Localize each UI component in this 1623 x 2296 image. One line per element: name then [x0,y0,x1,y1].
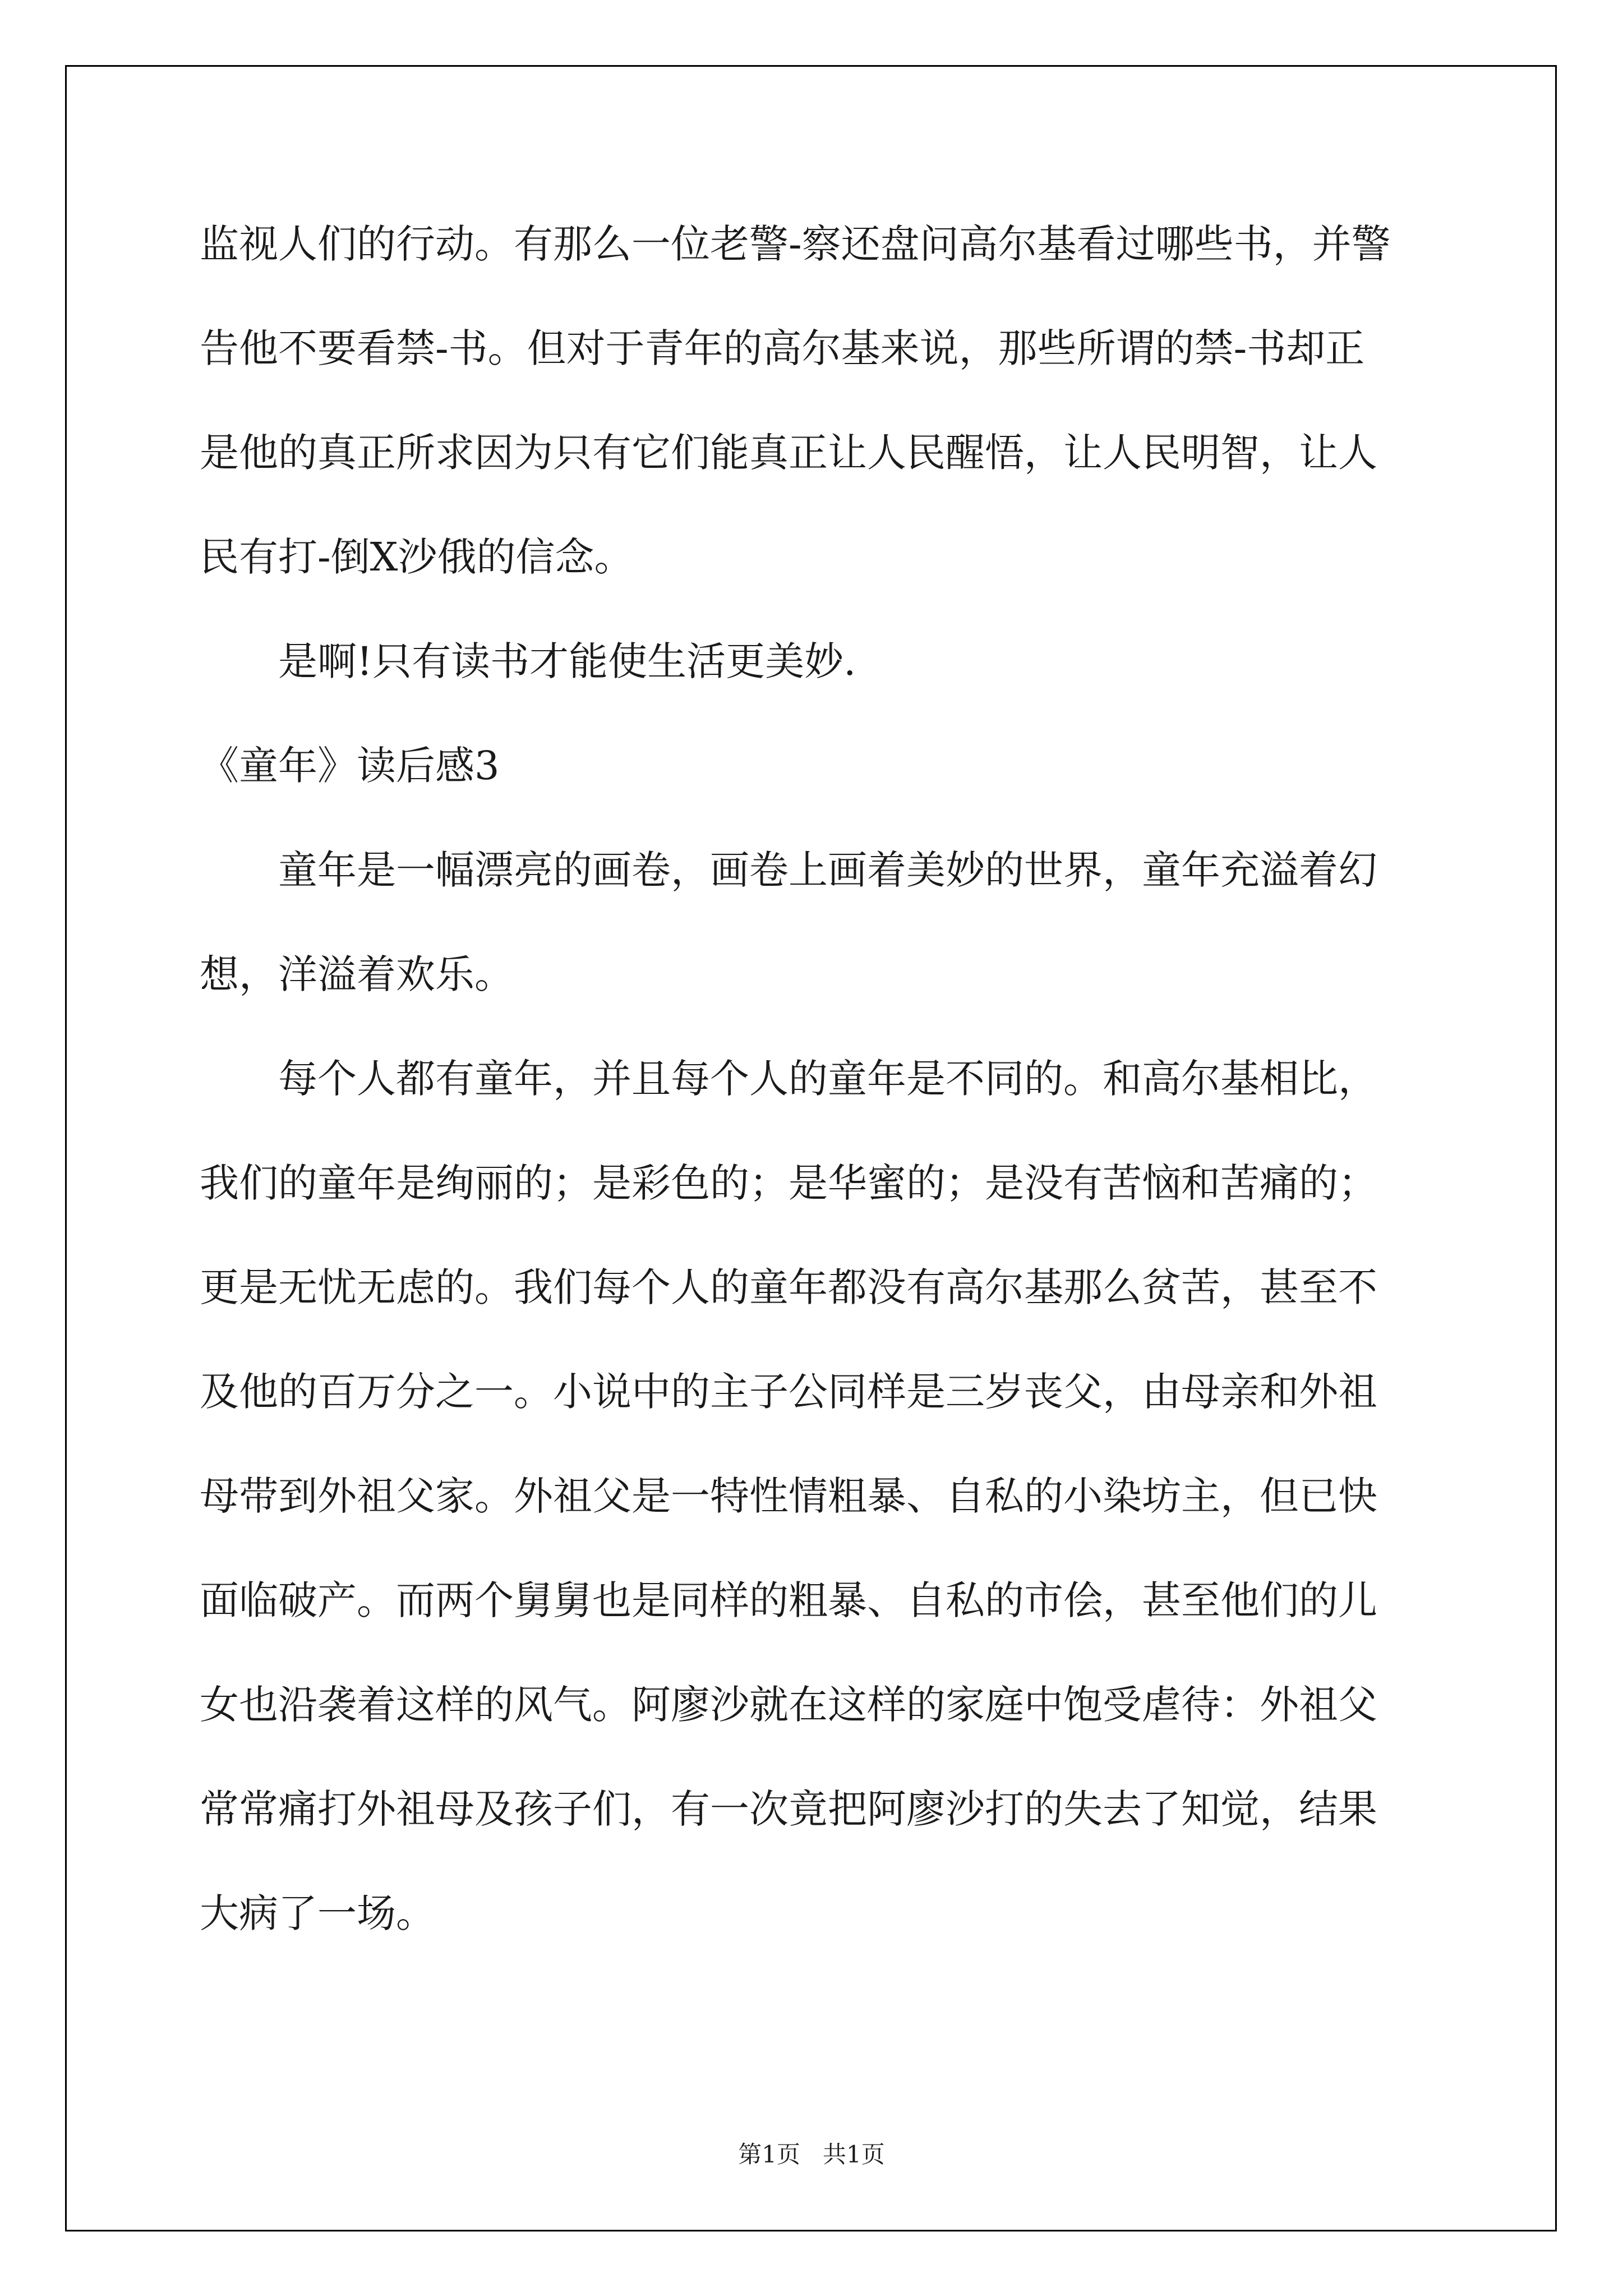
text-line: 我们的童年是绚丽的；是彩色的；是华蜜的；是没有苦恼和苦痛的； [200,1160,1377,1206]
text-line: 常常痛打外祖母及孩子们，有一次竟把阿廖沙打的失去了知觉，结果 [200,1786,1377,1832]
text-line: 监视人们的行动。有那么一位老警-察还盘问高尔基看过哪些书，并警 [200,221,1391,267]
text-line: 女也沿袭着这样的风气。阿廖沙就在这样的家庭中饱受虐待：外祖父 [200,1682,1377,1728]
text-line: 每个人都有童年，并且每个人的童年是不同的。和高尔基相比， [278,1056,1377,1102]
section-heading: 《童年》读后感3 [200,743,500,789]
page-number: 第1页 共1页 [738,2141,885,2168]
text-line: 是啊!只有读书才能使生活更美妙. [278,638,856,684]
text-line: 母带到外祖父家。外祖父是一特性情粗暴、自私的小染坊主，但已快 [200,1473,1377,1519]
text-line: 面临破产。而两个舅舅也是同样的粗暴、自私的市侩，甚至他们的儿 [200,1577,1377,1623]
text-line: 是他的真正所求因为只有它们能真正让人民醒悟，让人民明智，让人 [200,430,1377,476]
text-line: 及他的百万分之一。小说中的主子公同样是三岁丧父，由母亲和外祖 [200,1369,1377,1415]
page-footer [0,2143,1623,2166]
text-line: 童年是一幅漂亮的画卷，画卷上画着美妙的世界，童年充溢着幻 [278,847,1377,893]
text-line: 大病了一场。 [200,1890,435,1936]
text-line: 更是无忧无虑的。我们每个人的童年都没有高尔基那么贫苦，甚至不 [200,1264,1377,1310]
text-line: 告他不要看禁-书。但对于青年的高尔基来说，那些所谓的禁-书却正 [200,325,1365,371]
text-line: 想，洋溢着欢乐。 [200,951,514,997]
text-line: 民有打-倒X沙俄的信念。 [200,534,634,580]
